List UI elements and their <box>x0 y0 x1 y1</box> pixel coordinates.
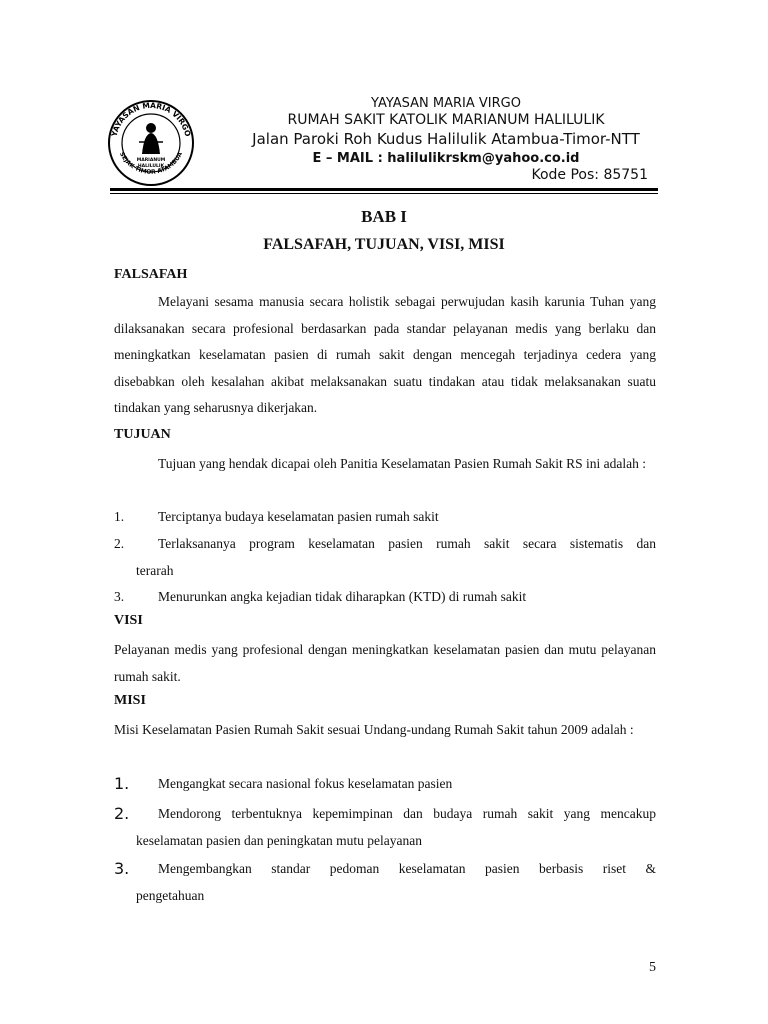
svg-text:MARIANUM: MARIANUM <box>136 158 166 163</box>
foundation-name: YAYASAN MARIA VIRGO <box>371 96 521 111</box>
misi-heading: MISI <box>114 693 146 708</box>
misi-item-1: 1. Mengangkat secara nasional fokus keselamatan pasien <box>114 774 453 793</box>
tujuan-item-3: 3. Menurunkan angka kejadian tidak diharapkan (KTD) di rumah sakit <box>114 589 527 604</box>
svg-text:YAYASAN MARIA VIRGO: YAYASAN MARIA VIRGO <box>109 100 193 138</box>
letterhead-divider-thick <box>110 188 658 191</box>
tujuan-item-1: 1. Terciptanya budaya keselamatan pasien rumah sakit <box>114 509 439 524</box>
hospital-address: Jalan Paroki Roh Kudus Halilulik Atambua-Timor-NTT <box>252 130 640 148</box>
visi-heading: VISI <box>114 613 143 628</box>
hospital-email: E – MAIL : halilulikrskm@yahoo.co.id <box>312 151 580 166</box>
page-number: 5 <box>649 960 656 975</box>
tujuan-item-2: 2. Terlaksananya program keselamatan pasien rumah sakit secara sistematis dan terarah <box>114 536 656 578</box>
hospital-name: RUMAH SAKIT KATOLIK MARIANUM HALILULIK <box>287 112 605 128</box>
postal-code: Kode Pos: 85751 <box>531 167 648 183</box>
visi-paragraph: Pelayanan medis yang profesional dengan meningkatkan keselamatan pasien dan mutu pelayanan rumah sakit. <box>114 642 656 684</box>
misi-item-3: 3. Mengembangkan standar pedoman keselamatan pasien berbasis riset & pengetahuan <box>114 859 656 903</box>
chapter-subtitle: FALSAFAH, TUJUAN, VISI, MISI <box>263 236 505 253</box>
falsafah-paragraph: Melayani sesama manusia secara holistik sebagai perwujudan kasih karunia Tuhan yang dilaksanakan secara profesional berdasarkan pada standar pelayanan medis yang berlaku dan meningkatkan keselamatan pasien di rumah sakit dengan mencegah terjadinya cedera yang disebabkan oleh kesalahan akibat melaksanakan suatu tindakan atau tidak melaksanakan suatu tindakan yang seharusnya dikerjakan. <box>114 294 656 415</box>
hospital-seal-logo <box>106 98 196 188</box>
misi-intro: Misi Keselamatan Pasien Rumah Sakit sesuai Undang-undang Rumah Sakit tahun 2009 adalah : <box>114 722 634 737</box>
tujuan-intro: Tujuan yang hendak dicapai oleh Panitia Keselamatan Pasien Rumah Sakit RS ini adalah : <box>158 456 647 471</box>
chapter-title: BAB I <box>361 207 407 226</box>
falsafah-heading: FALSAFAH <box>114 267 188 282</box>
misi-item-2: 2. Mendorong terbentuknya kepemimpinan dan budaya rumah sakit yang mencakup keselamatan pasien dan peningkatan mutu pelayanan <box>114 804 656 848</box>
tujuan-heading: TUJUAN <box>114 427 171 442</box>
letterhead-divider-thin <box>110 193 658 194</box>
svg-text:HALILULIK: HALILULIK <box>137 164 165 169</box>
svg-text:SEJAK TIMOR ATAMBUA: SEJAK TIMOR ATAMBUA <box>117 151 185 176</box>
